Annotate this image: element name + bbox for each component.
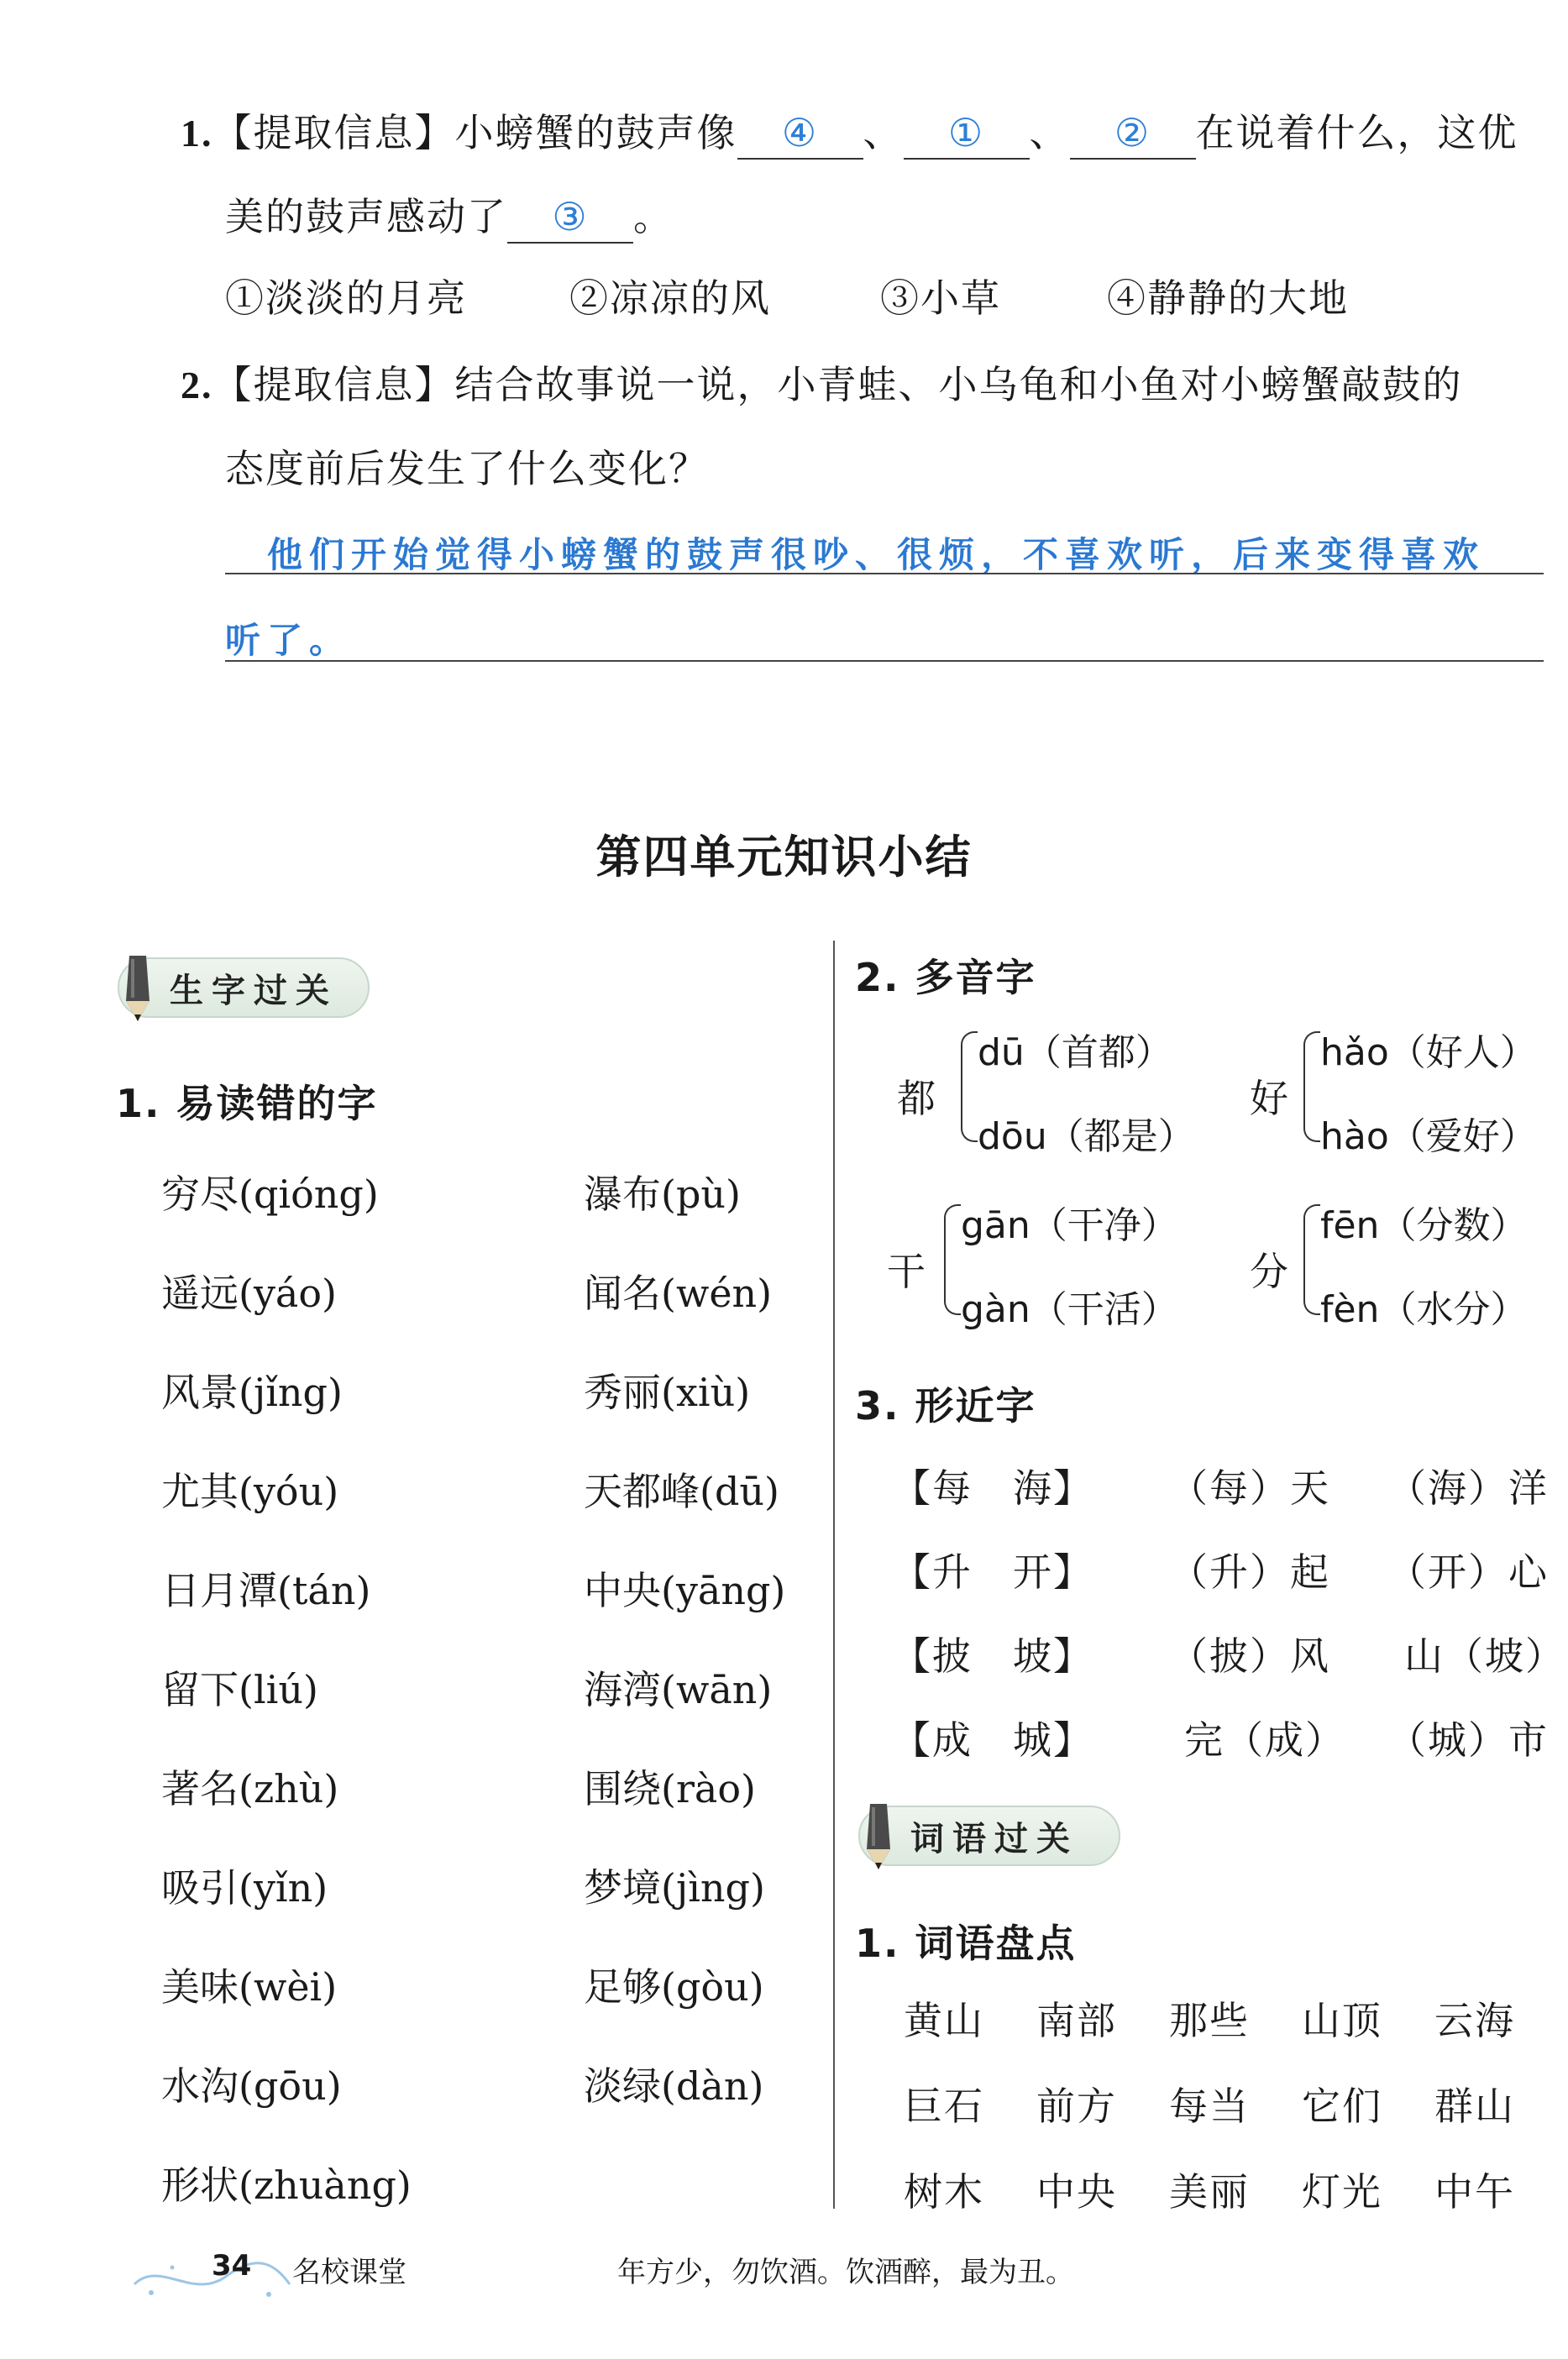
- q1-options: [225, 273, 1401, 323]
- book-name: 名校课堂: [292, 2256, 406, 2289]
- q1-blank-2: ①: [904, 107, 1030, 160]
- poly-reading: hào（爱好）: [1320, 1115, 1537, 1158]
- word-item: 中央: [1036, 2169, 1117, 2215]
- similar-word: （升）起: [1169, 1549, 1330, 1595]
- q1-option-4: ④静静的大地: [1107, 275, 1349, 321]
- easy-item: 秀丽(xiù): [584, 1370, 751, 1415]
- q1-line2-lead: 美的鼓声感动了: [225, 194, 507, 239]
- q1-option-3: ③小草: [880, 275, 1001, 321]
- page-number: 34: [212, 2249, 252, 2283]
- easy-item: 足够(gòu): [584, 1964, 764, 2010]
- q2-answer-line1: 他们开始觉得小螃蟹的鼓声很吵、很烦，不喜欢听，后来变得喜欢: [267, 534, 1486, 575]
- q2-line1: [181, 359, 1463, 411]
- easy-item: 著名(zhù): [161, 1766, 339, 1811]
- badge-words-label: 词语过关: [910, 1819, 1078, 1858]
- easy-item: 瀑布(pù): [584, 1172, 741, 1217]
- poly-brace: [961, 1031, 978, 1142]
- q1-option-1: ①淡淡的月亮: [225, 275, 467, 321]
- similar-word: 完（成）: [1184, 1717, 1345, 1763]
- word-item: 灯光: [1302, 2169, 1382, 2215]
- easy-item: 水沟(gōu): [161, 2063, 342, 2109]
- word-item: 中午: [1434, 2169, 1515, 2215]
- similar-pair: 【披 坡】: [892, 1633, 1093, 1679]
- word-item: 南部: [1036, 1998, 1117, 2043]
- similar-word: 山（坡）: [1404, 1633, 1565, 1679]
- poly-char: 干: [887, 1249, 927, 1294]
- similar-pair: 【升 开】: [892, 1549, 1093, 1595]
- easy-item: 遥远(yáo): [161, 1271, 337, 1316]
- poly-reading: fèn（水分）: [1320, 1288, 1528, 1331]
- similar-word: （每）天: [1169, 1465, 1330, 1511]
- q2-line2: 态度前后发生了什么变化？: [225, 446, 709, 491]
- q1-blank-1: ④: [737, 107, 863, 160]
- badge-words: [858, 1806, 1120, 1866]
- word-item: 前方: [1036, 2084, 1117, 2129]
- word-item: 群山: [1434, 2084, 1515, 2129]
- q2-answer-rule-1: [225, 573, 1544, 574]
- similar-word: （开）心: [1387, 1549, 1549, 1595]
- easy-item: 美味(wèi): [161, 1964, 338, 2010]
- pencil-icon: [855, 1799, 902, 1874]
- footer-flourish-icon: [126, 2234, 294, 2309]
- poly-group-row2: [887, 1198, 1535, 1366]
- badge-characters-label: 生字过关: [170, 971, 338, 1010]
- poly-reading: dū（首都）: [978, 1031, 1172, 1074]
- word-item: 它们: [1302, 2084, 1382, 2129]
- footer-motto: 年方少，勿饮酒。饮酒醉，最为丑。: [617, 2256, 1074, 2289]
- q2-answer-line2: 听了。: [225, 620, 352, 661]
- word-item: 树木: [904, 2169, 984, 2215]
- poly-reading: hǎo（好人）: [1320, 1031, 1537, 1074]
- easy-item: 风景(jǐng): [161, 1370, 343, 1415]
- poly-char: 分: [1250, 1249, 1290, 1294]
- easy-item: 海湾(wān): [584, 1667, 773, 1712]
- q1-blank-4: ③: [507, 191, 633, 244]
- easy-item: 围绕(rào): [584, 1766, 757, 1811]
- q1-number: 1.: [181, 112, 213, 155]
- word-item: 云海: [1434, 1998, 1515, 2043]
- q1-blank-3: ②: [1070, 107, 1196, 160]
- word-item: 每当: [1169, 2084, 1250, 2129]
- word-item: 黄山: [904, 1998, 984, 2043]
- word-item: 巨石: [904, 2084, 984, 2129]
- q1-sep-1: 、: [863, 110, 904, 155]
- easy-item: 中央(yāng): [584, 1568, 786, 1613]
- q1-line1: [181, 107, 1518, 160]
- summary-title: 第四单元知识小结: [595, 830, 973, 883]
- q1-line2: [225, 191, 674, 244]
- similar-pair: 【每 海】: [892, 1465, 1093, 1511]
- q2-number: 2.: [181, 364, 213, 406]
- poly-reading: gàn（干活）: [961, 1288, 1178, 1331]
- word-item: 山顶: [1302, 1998, 1382, 2043]
- q2-prompt: 【提取信息】结合故事说一说，小青蛙、小乌龟和小鱼对小螃蟹敲鼓的: [212, 362, 1463, 407]
- easy-item: 淡绿(dàn): [584, 2063, 764, 2109]
- section-easy-misread: 1. 易读错的字: [116, 1081, 378, 1126]
- easy-item: 尤其(yóu): [161, 1469, 339, 1514]
- similar-word: （海）洋: [1387, 1465, 1549, 1511]
- poly-brace: [944, 1204, 961, 1315]
- badge-characters: [118, 957, 370, 1018]
- word-item: 那些: [1169, 1998, 1250, 2043]
- poly-reading: dōu（都是）: [978, 1115, 1195, 1158]
- pencil-icon: [114, 951, 161, 1026]
- word-item: 美丽: [1169, 2169, 1250, 2215]
- poly-char: 都: [897, 1076, 937, 1121]
- q1-option-2: ②凉凉的风: [569, 275, 771, 321]
- similar-word: （披）风: [1169, 1633, 1330, 1679]
- similar-pair: 【成 城】: [892, 1717, 1093, 1763]
- poly-brace: [1303, 1031, 1320, 1142]
- easy-item: 梦境(jìng): [584, 1865, 765, 1911]
- easy-item: 吸引(yǐn): [161, 1865, 328, 1911]
- section-polyphonic: 2. 多音字: [855, 955, 1036, 1000]
- poly-char: 好: [1250, 1076, 1290, 1121]
- q2-answer-rule-2: [225, 660, 1544, 662]
- poly-reading: fēn（分数）: [1320, 1204, 1528, 1247]
- q1-sep-2: 、: [1029, 110, 1070, 155]
- poly-group-row1: [897, 1025, 1535, 1193]
- easy-item: 闻名(wén): [584, 1271, 773, 1316]
- easy-item: 留下(liú): [161, 1667, 318, 1712]
- easy-item: 形状(zhuàng): [161, 2162, 412, 2208]
- q1-line2-end: 。: [633, 194, 674, 239]
- q1-lead: 【提取信息】小螃蟹的鼓声像: [212, 110, 737, 155]
- section-similar: 3. 形近字: [855, 1383, 1036, 1429]
- section-word-review: 1. 词语盘点: [855, 1921, 1077, 1966]
- easy-item: 天都峰(dū): [584, 1469, 779, 1514]
- easy-item: 日月潭(tán): [161, 1568, 371, 1613]
- q1-tail: 在说着什么，这优: [1195, 110, 1518, 155]
- poly-brace: [1303, 1204, 1320, 1315]
- column-divider: [833, 941, 835, 2209]
- similar-word: （城）市: [1387, 1717, 1549, 1763]
- poly-reading: gān（干净）: [961, 1204, 1178, 1247]
- easy-item: 穷尽(qióng): [161, 1172, 379, 1217]
